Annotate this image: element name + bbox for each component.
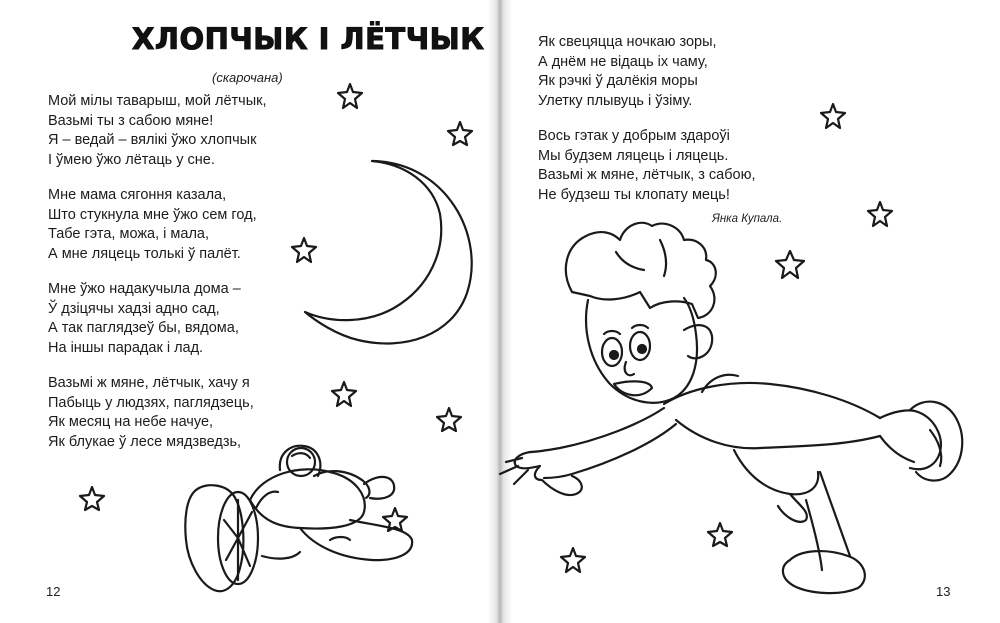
star-icon [868, 202, 892, 226]
poem-subtitle: (скарочана) [212, 70, 283, 85]
toy-airplane-illustration [185, 446, 412, 592]
verse-line: Ў дзіцячы хадзі адно сад, [48, 300, 220, 317]
verse-line: А так паглядзеў бы, вядома, [48, 320, 239, 336]
verse-line: Пабыць у людзях, паглядзець, [48, 394, 254, 411]
verse-line: І ўмею ўжо лётаць у сне. [48, 151, 215, 168]
page-number-left: 12 [46, 584, 61, 599]
verse-line: Што стукнула мне ўжо сем год, [48, 206, 257, 223]
verse-line: Як рэчкі ў далёкія моры [538, 73, 698, 89]
verse-line: Мы будзем ляцець і ляцець. [538, 147, 729, 164]
stanza-left-4 [48, 374, 254, 452]
star-icon [80, 487, 104, 510]
star-icon [332, 382, 356, 406]
verse-line: Я – ведай – вялікі ўжо хлопчык [48, 132, 257, 148]
star-icon [338, 84, 362, 108]
poem-author: Янка Купала. [712, 213, 783, 225]
verse-line: А днём не відаць іх чаму, [538, 53, 708, 70]
stanza-left-2 [48, 186, 257, 264]
verse-line: Вазьмі ж мяне, лётчык, хачу я [48, 375, 250, 391]
stanza-left-3 [48, 280, 241, 358]
verse-line: На іншы парадак і лад. [48, 339, 204, 356]
star-icon [821, 104, 845, 128]
verse-line: Не будзеш ты клопату мець! [538, 186, 730, 203]
verse-line: Мне ўжо надакучыла дома – [48, 281, 241, 297]
verse-line: Як блукае ў лесе мядзведзь, [48, 433, 242, 450]
flying-boy-illustration [500, 223, 962, 593]
poem-title: ХЛОПЧЫК І ЛЁТЧЫК [132, 22, 485, 56]
verse-line: А мне ляцець толькі ў палёт. [48, 245, 241, 262]
star-icon [561, 548, 585, 572]
star-icon [292, 238, 316, 262]
star-icon [776, 251, 804, 278]
page-number-right: 13 [936, 584, 951, 599]
stanza-left-1 [48, 92, 267, 170]
verse-line: Мне мама сягоння казала, [48, 187, 227, 203]
stanza-right-1 [538, 33, 717, 111]
verse-line: Як месяц на небе начуе, [48, 414, 214, 430]
verse-line: Улетку плывуць і ўзіму. [538, 92, 693, 109]
verse-line: Як свецяцца ночкаю зоры, [538, 34, 717, 50]
verse-line: Вазьмі ты з сабою мяне! [48, 112, 214, 129]
verse-line: Табе гэта, можа, і мала, [48, 226, 210, 242]
star-icon [448, 122, 472, 145]
star-icon [708, 523, 732, 546]
star-icon [437, 408, 461, 431]
stanza-right-2 [538, 127, 755, 205]
verse-line: Вось гэтак у добрым здароўі [538, 128, 730, 144]
crescent-moon-icon [305, 161, 472, 343]
verse-line: Вазьмі ж мяне, лётчык, з сабою, [538, 167, 756, 183]
verse-line: Мой мілы таварыш, мой лётчык, [48, 93, 267, 109]
